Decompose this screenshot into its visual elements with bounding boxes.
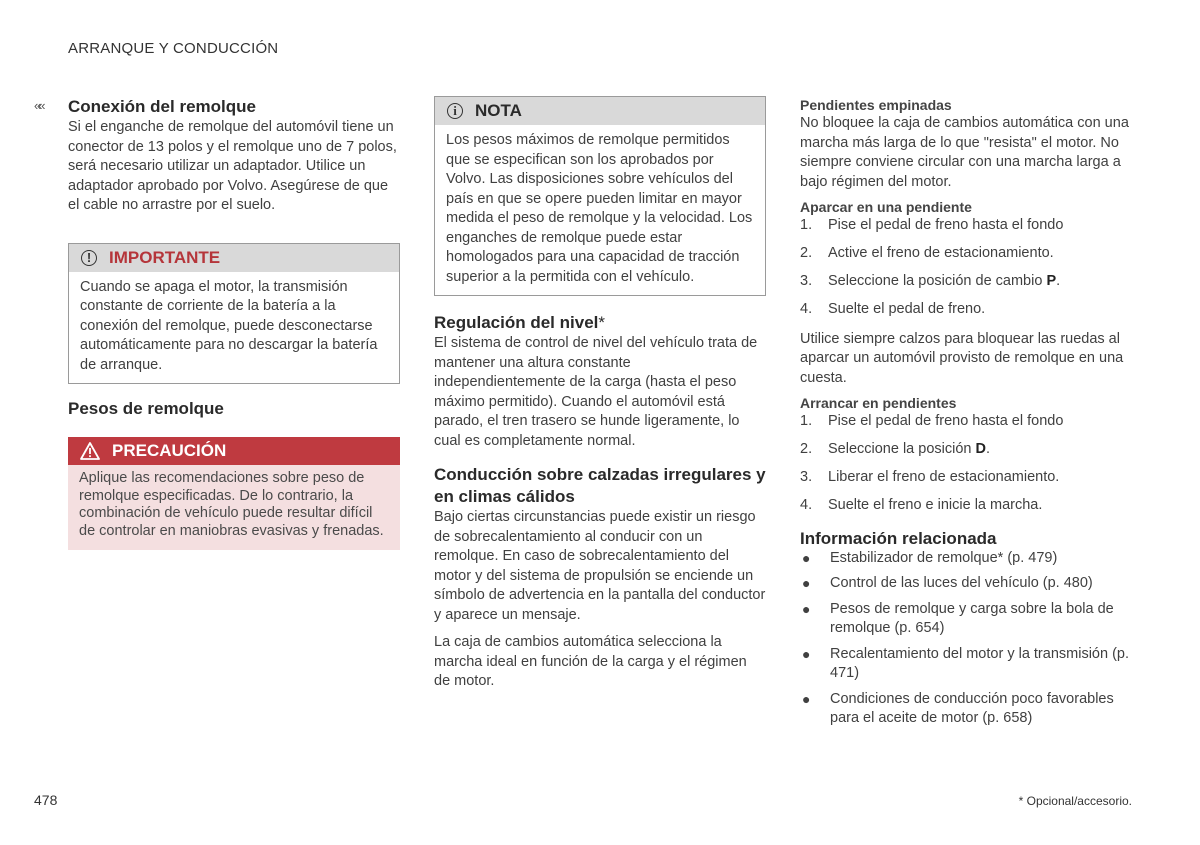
rough-roads-heading: Conducción sobre calzadas irregulares y en climas cálidos bbox=[434, 465, 766, 506]
note-title: NOTA bbox=[475, 101, 522, 120]
column-left bbox=[34, 96, 400, 550]
related-list bbox=[800, 549, 1132, 729]
related-link[interactable]: ● Estabilizador de remolque* (p. 479) bbox=[800, 549, 1132, 569]
note-box bbox=[434, 96, 766, 296]
bullet-icon: ● bbox=[802, 600, 811, 617]
start-steps bbox=[800, 412, 1132, 516]
steep-heading: Pendientes empinadas bbox=[800, 97, 952, 113]
gearbox-paragraph: La caja de cambios automática selecciona la marcha ideal en función de la carga y el régimen de motor. bbox=[434, 634, 747, 689]
important-box bbox=[68, 243, 400, 385]
important-body: Cuando se apaga el motor, la transmisión constante de corriente de la batería a la conexión del remolque, puede desconectarse automáticamente para no descargar la batería de arranque. bbox=[80, 278, 378, 373]
related-link[interactable]: ● Control de las luces del vehículo (p. 480) bbox=[800, 574, 1132, 594]
bullet-icon: ● bbox=[802, 690, 811, 707]
page-number: 478 bbox=[34, 792, 58, 808]
list-item: 4. Suelte el pedal de freno. bbox=[800, 301, 986, 317]
related-link[interactable]: ● Pesos de remolque y carga sobre la bola de remolque (p. 654) bbox=[800, 600, 1132, 639]
column-middle bbox=[434, 96, 766, 692]
section-title: ARRANQUE Y CONDUCCIÓN bbox=[68, 40, 279, 57]
caution-title: PRECAUCIÓN bbox=[112, 441, 227, 460]
bullet-icon: ● bbox=[802, 575, 811, 591]
note-body: Los pesos máximos de remolque permitidos que se especifican son los aprobados por Volvo. Las disposiciones sobre vehículos del país en que se opere pueden limitar en mayor medida el peso de remolque y la velocidad. Los enganches de remolque puede estar homologados para una capacidad de tracción superior a la permitida con el vehículo. bbox=[446, 132, 753, 285]
steep-paragraph: No bloquee la caja de cambios automática con una marcha más larga de lo que "resista" el motor. No siempre conviene circular con una marcha larga a bajo régimen del motor. bbox=[800, 115, 1129, 190]
list-item: 2. Seleccione la posición D. bbox=[800, 441, 991, 457]
level-paragraph: El sistema de control de nivel del vehículo trata de mantener una altura constante independientemente de la carga (hasta el peso máximo permitido). Cuando el automóvil está parado, el tren trasero se hunde ligeramente, lo cual es completamente normal. bbox=[434, 335, 758, 449]
important-title: IMPORTANTE bbox=[109, 247, 221, 267]
caution-header bbox=[68, 437, 400, 465]
column-right bbox=[800, 96, 1132, 729]
rough-roads-paragraph: Bajo ciertas circunstancias puede existir un riesgo de sobrecalentamiento al conducir con un remolque. En caso de sobrecalentamiento del motor y del sistema de propulsión se enciende un símbolo de advertencia en la pantalla del conductor y aparece un mensaje. bbox=[434, 509, 766, 623]
list-item: 3. Seleccione la posición de cambio P. bbox=[800, 273, 1061, 289]
level-heading bbox=[434, 312, 766, 334]
related-link[interactable]: ● Condiciones de conducción poco favorables para el aceite de motor (p. 658) bbox=[800, 690, 1132, 729]
back-arrows-icon[interactable]: «« bbox=[34, 98, 43, 113]
list-item: 4. Suelte el freno e inicie la marcha. bbox=[800, 497, 1043, 513]
park-heading: Aparcar en una pendiente bbox=[800, 199, 972, 215]
bullet-icon: ● bbox=[802, 645, 811, 662]
warning-circle-icon: ! bbox=[81, 250, 97, 266]
optional-asterisk: * bbox=[598, 313, 605, 332]
connection-heading: Conexión del remolque bbox=[68, 97, 256, 116]
important-header bbox=[69, 244, 399, 272]
list-item: 2. Active el freno de estacionamiento. bbox=[800, 245, 1054, 261]
start-heading: Arrancar en pendientes bbox=[800, 395, 957, 411]
info-circle-icon: i bbox=[447, 103, 463, 119]
chock-paragraph: Utilice siempre calzos para bloquear las ruedas al aparcar un automóvil provisto de remolque en una cuesta. bbox=[800, 330, 1124, 386]
footnote: * Opcional/accesorio. bbox=[1018, 794, 1132, 808]
list-item: 3. Liberar el freno de estacionamiento. bbox=[800, 469, 1060, 485]
level-heading-text: Regulación del nivel bbox=[434, 313, 599, 332]
trailer-weights-heading: Pesos de remolque bbox=[68, 399, 224, 418]
related-heading: Información relacionada bbox=[800, 528, 997, 548]
list-item: 1. Pise el pedal de freno hasta el fondo bbox=[800, 413, 1064, 429]
list-item: 1. Pise el pedal de freno hasta el fondo bbox=[800, 217, 1064, 233]
warning-triangle-icon bbox=[80, 442, 100, 460]
caution-body: Aplique las recomendaciones sobre peso de remolque especificadas. De lo contrario, la combinación de vehículo puede resultar difícil de controlar en maniobras evasivas y frenadas. bbox=[79, 470, 384, 539]
caution-box bbox=[68, 437, 400, 550]
note-header bbox=[435, 97, 765, 125]
bullet-icon: ● bbox=[802, 549, 811, 566]
connection-paragraph: Si el enganche de remolque del automóvil tiene un conector de 13 polos y el remolque uno de 7 polos, será necesario utilizar un adaptador. Utilice un adaptador aprobado por Volvo. Asegúrese de que el cable no arrastre por el suelo. bbox=[68, 119, 397, 213]
park-steps bbox=[800, 216, 1132, 320]
related-link[interactable]: ● Recalentamiento del motor y la transmisión (p. 471) bbox=[800, 645, 1132, 684]
